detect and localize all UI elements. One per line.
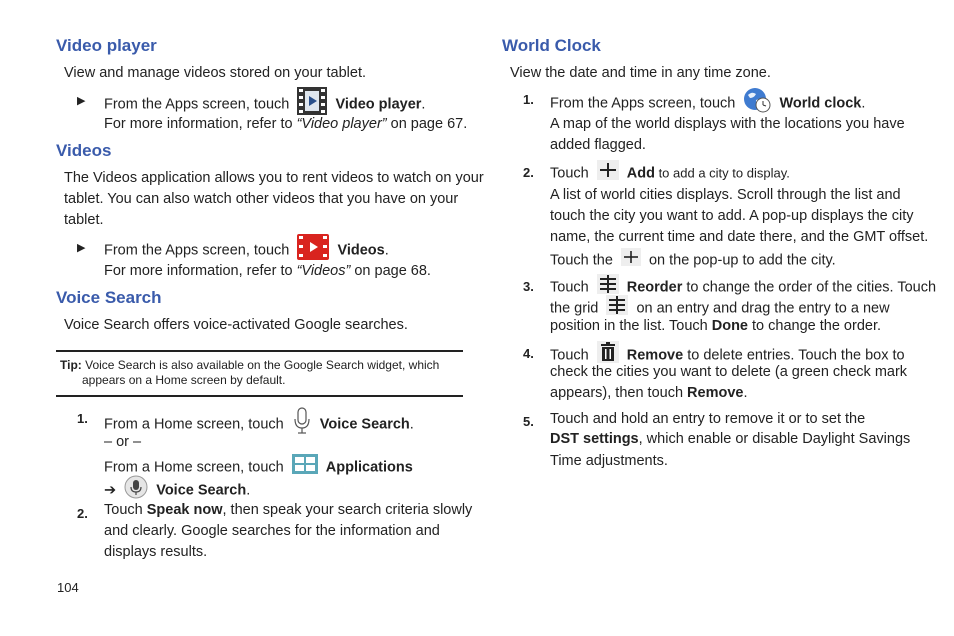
bullet-marker: ▶ xyxy=(77,242,86,254)
video-player-heading: Video player xyxy=(56,36,157,55)
world-clock-step-3-line-2: the grid on an entry and drag the entry to a new xyxy=(550,295,890,322)
videos-intro-2: tablet. You can also watch other videos that you have on your xyxy=(64,191,459,207)
videos-step: From the Apps screen, touch Videos. xyxy=(104,234,389,267)
step-number: 2. xyxy=(523,165,534,180)
step-number: 1. xyxy=(523,92,534,107)
video-player-more-info: For more information, refer to “Video player” on page 67. xyxy=(104,116,468,132)
step-number: 2. xyxy=(77,506,88,521)
voice-search-alt-2: ➔ Voice Search. xyxy=(104,475,250,506)
tip-line-2: appears on a Home screen by default. xyxy=(82,373,286,387)
world-clock-step-2: Touch Add to add a city to display. xyxy=(550,160,790,187)
videos-more-info: For more information, refer to “Videos” on page 68. xyxy=(104,263,431,279)
videos-intro-3: tablet. xyxy=(64,212,104,228)
world-clock-step-1: From the Apps screen, touch World clock. xyxy=(550,87,865,120)
bullet-marker: ▶ xyxy=(77,95,86,107)
tip-rule-bottom xyxy=(56,395,463,397)
tip-line-1: Tip: Voice Search is also available on the Google Search widget, which xyxy=(60,358,440,372)
videos-intro-1: The Videos application allows you to rent videos to watch on your xyxy=(64,170,484,186)
arrow-icon: ➔ xyxy=(104,482,117,499)
world-clock-step-2-p4: Touch the on the pop-up to add the city. xyxy=(550,248,836,273)
world-clock-intro: View the date and time in any time zone. xyxy=(510,65,771,81)
world-clock-step-1-line-3: added flagged. xyxy=(550,137,646,153)
world-clock-step-5-line-1: Touch and hold an entry to remove it or to set the xyxy=(550,411,866,427)
world-clock-step-4: Touch Remove to delete entries. Touch the box to xyxy=(550,341,905,370)
microphone-icon xyxy=(292,406,312,443)
add-icon xyxy=(621,248,641,273)
video-player-intro: View and manage videos stored on your tablet. xyxy=(64,65,367,81)
step-number: 4. xyxy=(523,346,534,361)
world-clock-step-3-line-3: position in the list. Touch Done to change the order. xyxy=(550,318,882,334)
video-player-link[interactable]: “Video player” xyxy=(296,116,387,132)
world-clock-step-4-line-2: check the cities you want to delete (a green check mark xyxy=(550,364,908,380)
page-number: 104 xyxy=(57,580,79,595)
world-clock-step-2-p2: touch the city you want to add. A pop-up displays the city xyxy=(550,208,914,224)
voice-search-intro: Voice Search offers voice-activated Google searches. xyxy=(64,317,408,333)
world-clock-step-1-line-2: A map of the world displays with the locations you have xyxy=(550,116,905,132)
videos-heading: Videos xyxy=(56,141,112,160)
voice-search-alt: From a Home screen, touch Applications xyxy=(104,454,413,481)
add-icon xyxy=(597,160,619,187)
tip-rule-top xyxy=(56,350,463,352)
or-separator: – or – xyxy=(104,434,142,450)
world-clock-step-2-p1: A list of world cities displays. Scroll through the list and xyxy=(550,187,901,203)
voice-search-step-1: From a Home screen, touch Voice Search. xyxy=(104,406,414,443)
world-clock-heading: World Clock xyxy=(502,36,601,55)
video-player-step: From the Apps screen, touch Video player. xyxy=(104,87,425,122)
voice-search-step-2-line-1: Touch Speak now, then speak your search criteria slowly xyxy=(104,502,473,518)
step-number: 1. xyxy=(77,411,88,426)
world-clock-step-5-line-3: Time adjustments. xyxy=(550,453,668,469)
voice-search-heading: Voice Search xyxy=(56,288,162,307)
world-clock-step-2-p3: name, the current time and date there, and the GMT offset. xyxy=(550,229,929,245)
world-clock-step-5-line-2: DST settings, which enable or disable Daylight Savings xyxy=(550,431,911,447)
applications-icon xyxy=(292,454,318,481)
voice-search-step-2-line-2: and clearly. Google searches for the information and xyxy=(104,523,440,539)
videos-link[interactable]: “Videos” xyxy=(296,263,351,279)
world-clock-step-4-line-3: appears), then touch Remove. xyxy=(550,385,748,401)
world-clock-step-3: Touch Reorder to change the order of the cities. Touch xyxy=(550,274,936,301)
step-number: 3. xyxy=(523,279,534,294)
voice-search-step-2-line-3: displays results. xyxy=(104,544,208,560)
step-number: 5. xyxy=(523,414,534,429)
